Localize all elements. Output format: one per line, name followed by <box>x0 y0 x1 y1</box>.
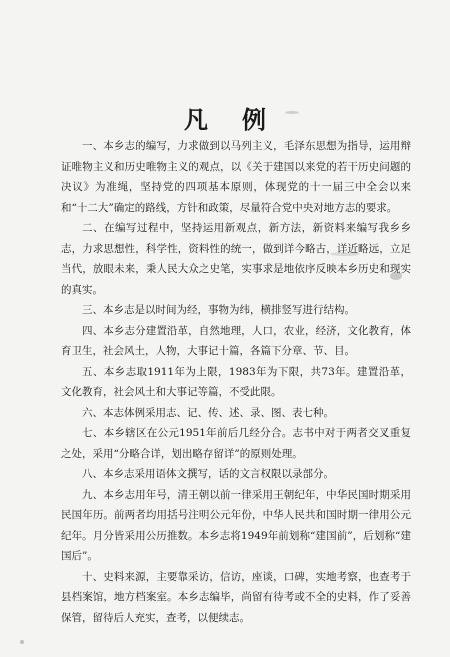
scan-speck <box>330 252 360 256</box>
scan-speck <box>285 111 299 114</box>
guideline-paragraph-2: 二、在编写过程中，坚持运用新观点，新方法，新资料来编写我乡乡志，力求思想性，科学性，资料性的统一，做到详今略古，详近略远，立足当代，放眼未来，秉人民大众之史笔，实事求是地依序反映本乡历史和现实的真实。 <box>61 222 411 296</box>
guideline-paragraph-3: 三、本乡志是以时间为经，事物为纬，横排竖写进行结构。 <box>82 304 355 316</box>
page-title: 凡例 <box>184 106 300 134</box>
guidelines-body <box>61 136 411 628</box>
guideline-paragraph-4: 四、本乡志分建置沿革，自然地理，人口，农业，经济，文化教育，体育卫生，社会风土，人物，大事记十篇，各篇下分章、节、目。 <box>61 324 411 357</box>
guideline-paragraph-9: 九、本乡志用年号，清王朝以前一律采用王朝纪年，中华民国时期采用民国年历。前两者均用括号注明公元年份，中华人民共和国时期一律用公元纪年。月分皆采用公历推数。本乡志将1949年前划称“建国前”，后划称“建国后”。 <box>61 488 411 562</box>
scan-speck <box>20 640 24 644</box>
guideline-paragraph-6: 六、本志体例采用志、记、传、述、录、图、表七种。 <box>82 406 334 419</box>
guideline-paragraph-8: 八、本乡志采用语体文撰写，话的文言权限以录部分。 <box>82 468 334 480</box>
guideline-paragraph-7: 七、本乡辖区在公元1951年前后几经分合。志书中对于两者交叉重复之处，采用“分略合详，划出略存留详”的原则处理。 <box>61 427 411 460</box>
guideline-paragraph-1: 一、本乡志的编写，力求做到以马列主义，毛泽东思想为指导，运用辩证唯物主义和历史唯物主义的观点，以《关于建国以来党的若干历史问题的决议》为准绳，坚持党的四项基本原则，体现党的十一届三中全会以来和“十二大”确定的路线，方针和政策，尽量符合党中央对地方志的要求。 <box>61 140 411 214</box>
scan-speck <box>390 272 402 280</box>
guideline-paragraph-10: 十、史料来源，主要靠采访，信访，座谈，口碑，实地考察，也查考于县档案馆，地方档案室。本乡志编毕，尚留有待考或不全的史料，作了妥善保管，留待后人充实，查考，以便续志。 <box>61 570 411 624</box>
guideline-paragraph-5: 五、本乡志取1911年为上限，1983年为下限，共73年。建置沿革，文化教育，社会风土和大事记等篇，不受此限。 <box>61 365 411 398</box>
